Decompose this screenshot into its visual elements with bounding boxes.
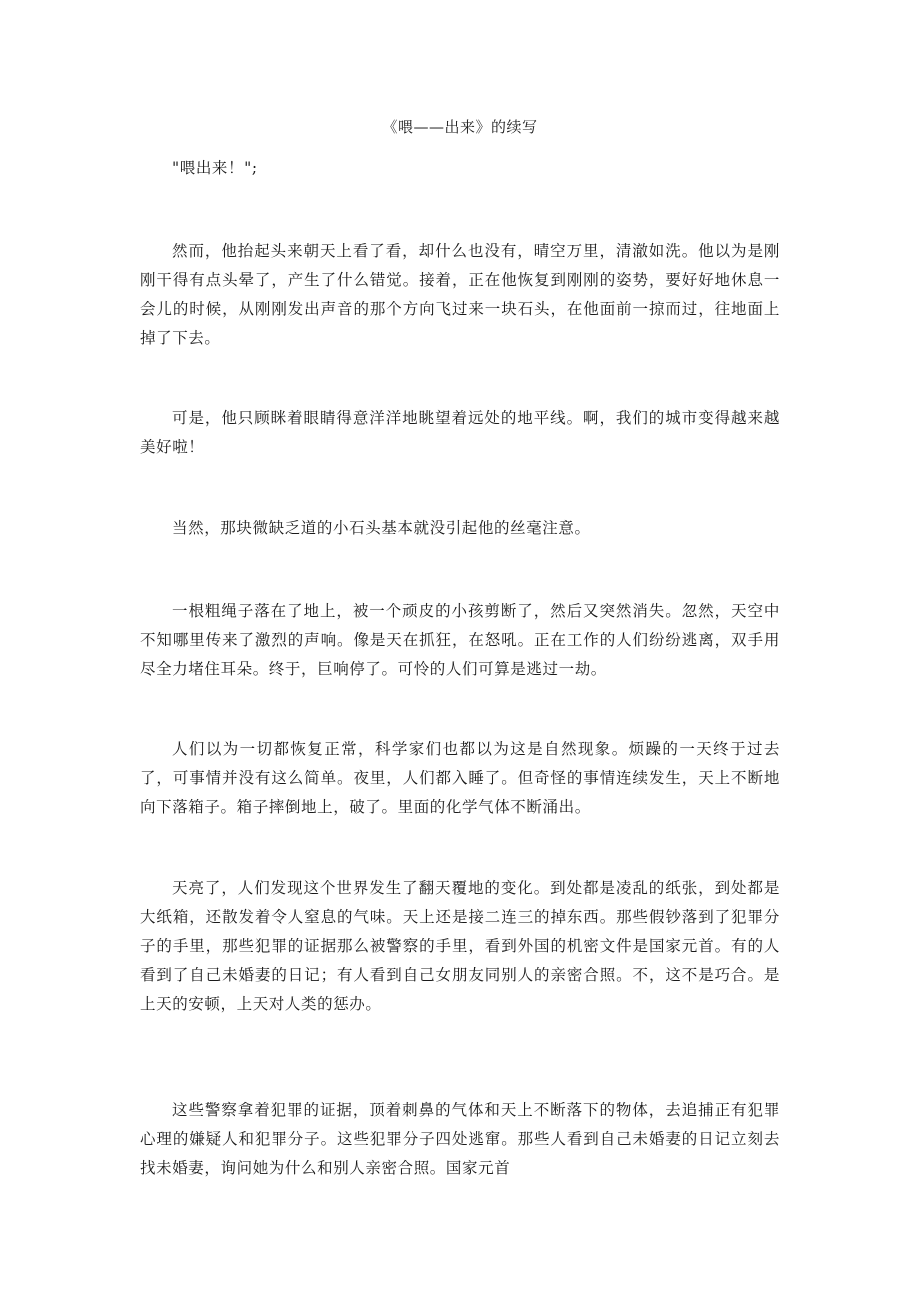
paragraph-4: 当然，那块微缺乏道的小石头基本就没引起他的丝毫注意。	[172, 519, 591, 537]
paragraph-1: "喂出来！";	[172, 159, 258, 177]
paragraph-8: 这些警察拿着犯罪的证据，顶着刺鼻的气体和天上不断落下的物体，去追捕正有犯罪心理的嫌疑人和犯罪分子。这些犯罪分子四处逃窜。那些人看到自己未婚妻的日记立刻去找未婚妻，询问她为什么和别人亲密合照。国家元首	[140, 1101, 780, 1177]
paragraph-7: 天亮了，人们发现这个世界发生了翻天覆地的变化。到处都是凌乱的纸张，到处都是大纸箱，还散发着令人窒息的气味。天上还是接二连三的掉东西。那些假钞落到了犯罪分子的手里，那些犯罪的证据那么被警察的手里，看到外国的机密文件是国家元首。有的人看到了自己未婚妻的日记；有人看到自己女朋友同别人的亲密合照。不，这不是巧合。是上天的安顿，上天对人类的惩办。	[140, 879, 780, 1013]
paragraph-6: 人们以为一切都恢复正常，科学家们也都以为这是自然现象。烦躁的一天终于过去了，可事情并没有这么简单。夜里，人们都入睡了。但奇怪的事情连续发生，天上不断地向下落箱子。箱子摔倒地上，破了。里面的化学气体不断涌出。	[140, 740, 780, 816]
paragraph-3: 可是，他只顾眯着眼睛得意洋洋地眺望着远处的地平线。啊，我们的城市变得越来越美好啦！	[140, 409, 780, 456]
paragraph-5: 一根粗绳子落在了地上，被一个顽皮的小孩剪断了，然后又突然消失。忽然，天空中不知哪里传来了激烈的声响。像是天在抓狂，在怒吼。正在工作的人们纷纷逃离，双手用尽全力堵住耳朵。终于，巨响停了。可怜的人们可算是逃过一劫。	[140, 602, 780, 678]
document-title: 《喂——出来》的续写	[382, 118, 538, 136]
paragraph-2: 然而，他抬起头来朝天上看了看，却什么也没有，晴空万里，清澈如洗。他以为是刚刚干得有点头晕了，产生了什么错觉。接着，正在他恢复到刚刚的姿势，要好好地休息一会儿的时候，从刚刚发出声音的那个方向飞过来一块石头，在他面前一掠而过，往地面上掉了下去。	[140, 242, 780, 347]
